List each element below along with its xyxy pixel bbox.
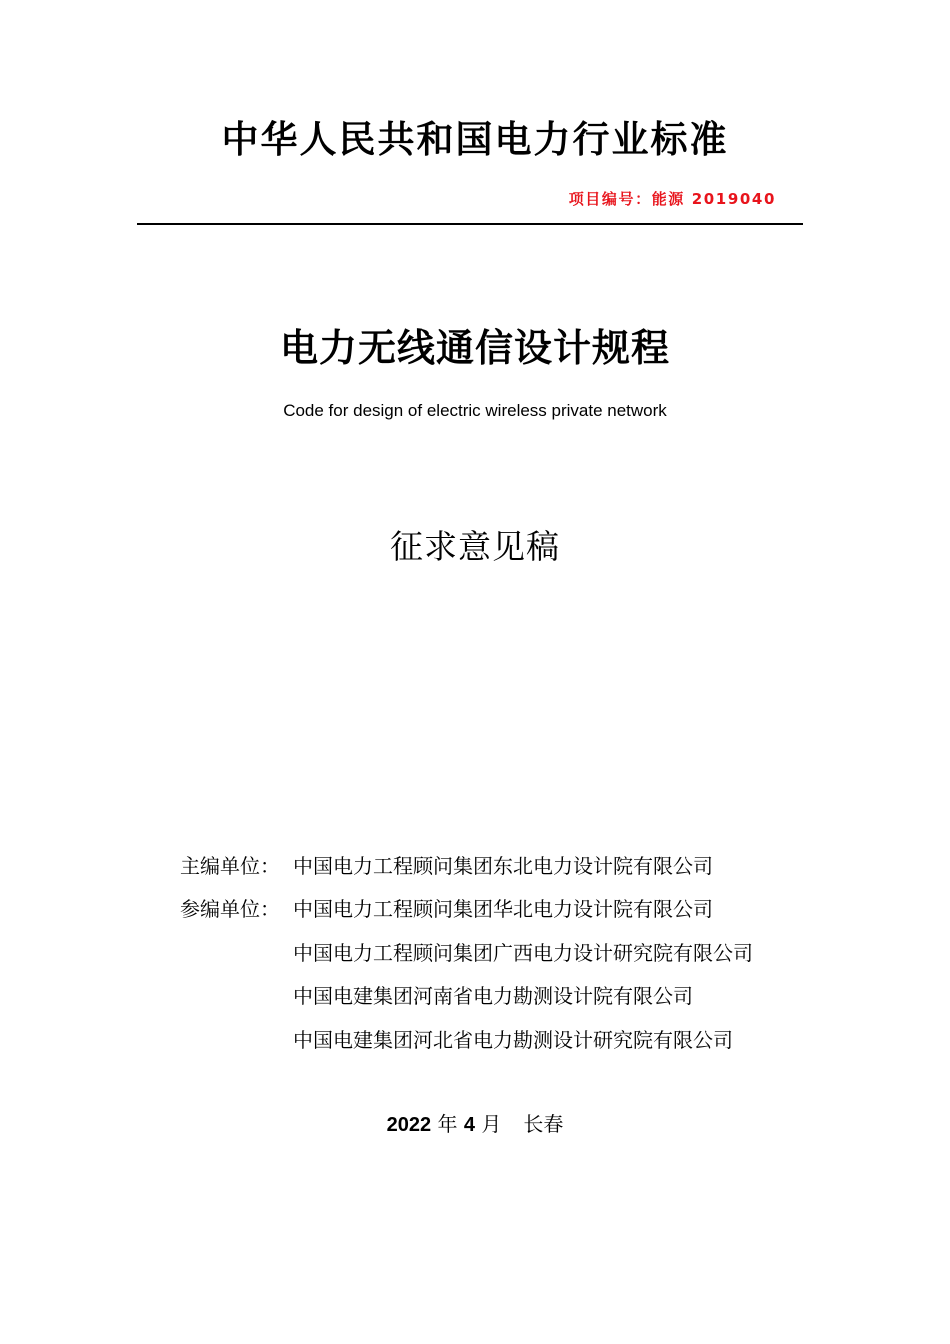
participating-unit: 中国电力工程顾问集团广西电力设计研究院有限公司 — [293, 941, 753, 965]
english-title: Code for design of electric wireless private network — [283, 401, 667, 420]
standard-title: 中华人民共和国电力行业标准 — [221, 118, 729, 161]
publication-year: 2022 — [386, 1114, 432, 1136]
chief-editor-label: 主编单位： — [180, 854, 280, 878]
participating-unit: 中国电建集团河南省电力勘测设计院有限公司 — [293, 984, 693, 1008]
publication-date-line — [0, 1109, 950, 1140]
document-title: 电力无线通信设计规程 — [279, 326, 670, 370]
publication-month: 4 — [463, 1114, 475, 1136]
month-unit: 月 — [481, 1112, 502, 1136]
draft-label: 征求意见稿 — [390, 527, 560, 566]
header-divider — [137, 223, 803, 225]
chief-editor-row — [180, 851, 713, 881]
publication-city: 长春 — [523, 1112, 564, 1136]
project-number: 项目编号：能源 2019040 — [568, 190, 776, 208]
participating-unit: 中国电力工程顾问集团华北电力设计院有限公司 — [293, 897, 713, 921]
year-unit: 年 — [437, 1112, 458, 1136]
participating-unit: 中国电建集团河北省电力勘测设计研究院有限公司 — [293, 1028, 733, 1052]
participating-editor-label: 参编单位： — [180, 897, 280, 921]
chief-editor-unit: 中国电力工程顾问集团东北电力设计院有限公司 — [293, 854, 713, 878]
participating-editor-row — [180, 894, 713, 924]
